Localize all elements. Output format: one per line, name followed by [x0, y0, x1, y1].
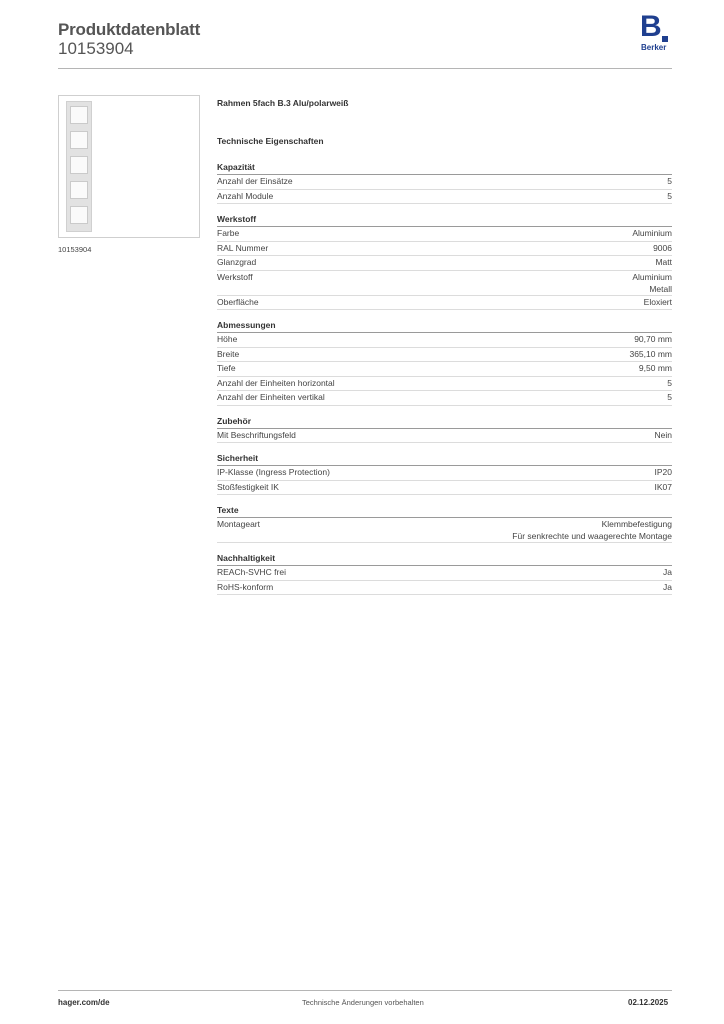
spec-row [217, 175, 672, 190]
spec-value-line: 365,10 mm [629, 348, 672, 359]
spec-value-line: 90,70 mm [634, 334, 672, 344]
spec-value-line: Nein [654, 429, 672, 440]
spec-label: Stoßfestigkeit IK [217, 481, 279, 492]
spec-label: RoHS-konform [217, 581, 274, 592]
spec-value-line: Eloxiert [643, 296, 672, 307]
spec-label: Mit Beschriftungsfeld [217, 429, 296, 440]
spec-label: Höhe [217, 334, 238, 344]
section-heading: Sicherheit [217, 452, 672, 466]
spec-row [217, 256, 672, 271]
spec-row [217, 566, 672, 581]
spec-row [217, 242, 672, 257]
spec-value [655, 256, 672, 270]
product-name: Rahmen 5fach B.3 Alu/polarweiß [217, 98, 349, 108]
frame-illustration [66, 101, 92, 232]
spec-row [217, 227, 672, 242]
image-caption: 10153904 [58, 245, 92, 254]
logo-dot [662, 36, 668, 42]
spec-label: Glanzgrad [217, 257, 257, 267]
spec-row [217, 333, 672, 348]
spec-row [217, 581, 672, 596]
spec-row [217, 362, 672, 377]
spec-label: Anzahl Module [217, 190, 274, 201]
spec-row [217, 429, 672, 444]
spec-value-line: Ja [663, 581, 672, 592]
spec-row [217, 377, 672, 392]
spec-value-line: 5 [667, 190, 672, 201]
spec-label: Anzahl der Einheiten vertikal [217, 392, 325, 402]
spec-value-line: Aluminium [632, 271, 672, 282]
header-divider [58, 68, 672, 69]
frame-opening [70, 156, 88, 174]
spec-value-line: 5 [667, 392, 672, 402]
logo-letter: B [640, 10, 662, 43]
spec-value-line: IK07 [654, 481, 672, 492]
footer-date: 02.12.2025 [628, 998, 669, 1007]
spec-value [655, 466, 673, 480]
footer-website: hager.com/de [58, 998, 110, 1007]
spec-value-line: 5 [667, 377, 672, 388]
spec-label: Farbe [217, 228, 240, 238]
spec-value [667, 190, 672, 204]
spec-value-line: IP20 [654, 467, 672, 477]
spec-label: Oberfläche [217, 296, 259, 307]
spec-value [663, 581, 672, 595]
spec-value [663, 566, 672, 580]
spec-row [217, 271, 672, 296]
spec-row [217, 348, 672, 363]
spec-row [217, 296, 672, 311]
spec-label: IP-Klasse (Ingress Protection) [217, 467, 330, 477]
section-heading: Texte [217, 504, 672, 518]
spec-value-line: Für senkrechte und waagerechte Montage [512, 531, 672, 541]
spec-value-line: Metall [649, 283, 672, 294]
spec-row [217, 391, 672, 406]
spec-value-line: Klemmbefestigung [601, 519, 672, 529]
spec-value [653, 242, 672, 256]
frame-opening [70, 106, 88, 124]
specification-panel [217, 96, 672, 595]
spec-value [644, 296, 672, 310]
spec-value [629, 348, 672, 362]
section-heading: Zubehör [217, 415, 672, 429]
spec-value [632, 227, 672, 241]
spec-label: Werkstoff [217, 271, 253, 282]
spec-value-line: Matt [655, 257, 672, 267]
spec-value [667, 391, 672, 405]
spec-row [217, 518, 672, 543]
page-title: Produktdatenblatt [58, 20, 201, 39]
footer-disclaimer: Technische Änderungen vorbehalten [302, 998, 424, 1007]
spec-label: Anzahl der Einheiten horizontal [217, 377, 335, 388]
spec-sections [217, 161, 672, 595]
berker-logo [640, 10, 674, 54]
spec-value [639, 362, 672, 376]
spec-row [217, 481, 672, 496]
footer-divider [58, 990, 672, 991]
spec-label: Tiefe [217, 363, 236, 373]
section-heading: Werkstoff [217, 213, 672, 227]
spec-value [634, 333, 672, 347]
spec-value-line: 9,50 mm [638, 363, 672, 373]
spec-value [667, 377, 672, 391]
spec-value [512, 518, 672, 542]
spec-label: Montageart [217, 519, 260, 529]
spec-value-line: 9006 [653, 242, 672, 253]
spec-row [217, 466, 672, 481]
frame-opening [70, 131, 88, 149]
spec-label: RAL Nummer [217, 242, 269, 253]
spec-value [655, 481, 673, 495]
spec-label: REACh-SVHC frei [217, 567, 286, 577]
spec-value [667, 175, 672, 189]
article-number: 10153904 [58, 39, 134, 58]
section-heading: Abmessungen [217, 319, 672, 333]
product-image [58, 95, 200, 238]
spec-label: Breite [217, 348, 240, 359]
spec-value [632, 271, 672, 295]
spec-label: Anzahl der Einsätze [217, 176, 293, 186]
section-heading: Kapazität [217, 161, 672, 175]
spec-value-line: Aluminium [632, 228, 672, 238]
logo-wordmark: Berker [641, 43, 667, 52]
spec-value [655, 429, 672, 443]
frame-opening [70, 181, 88, 199]
spec-value-line: 5 [667, 176, 672, 186]
frame-opening [70, 206, 88, 224]
technical-properties-heading: Technische Eigenschaften [217, 136, 324, 146]
spec-value-line: Ja [663, 567, 672, 577]
spec-row [217, 190, 672, 205]
section-heading: Nachhaltigkeit [217, 552, 672, 566]
